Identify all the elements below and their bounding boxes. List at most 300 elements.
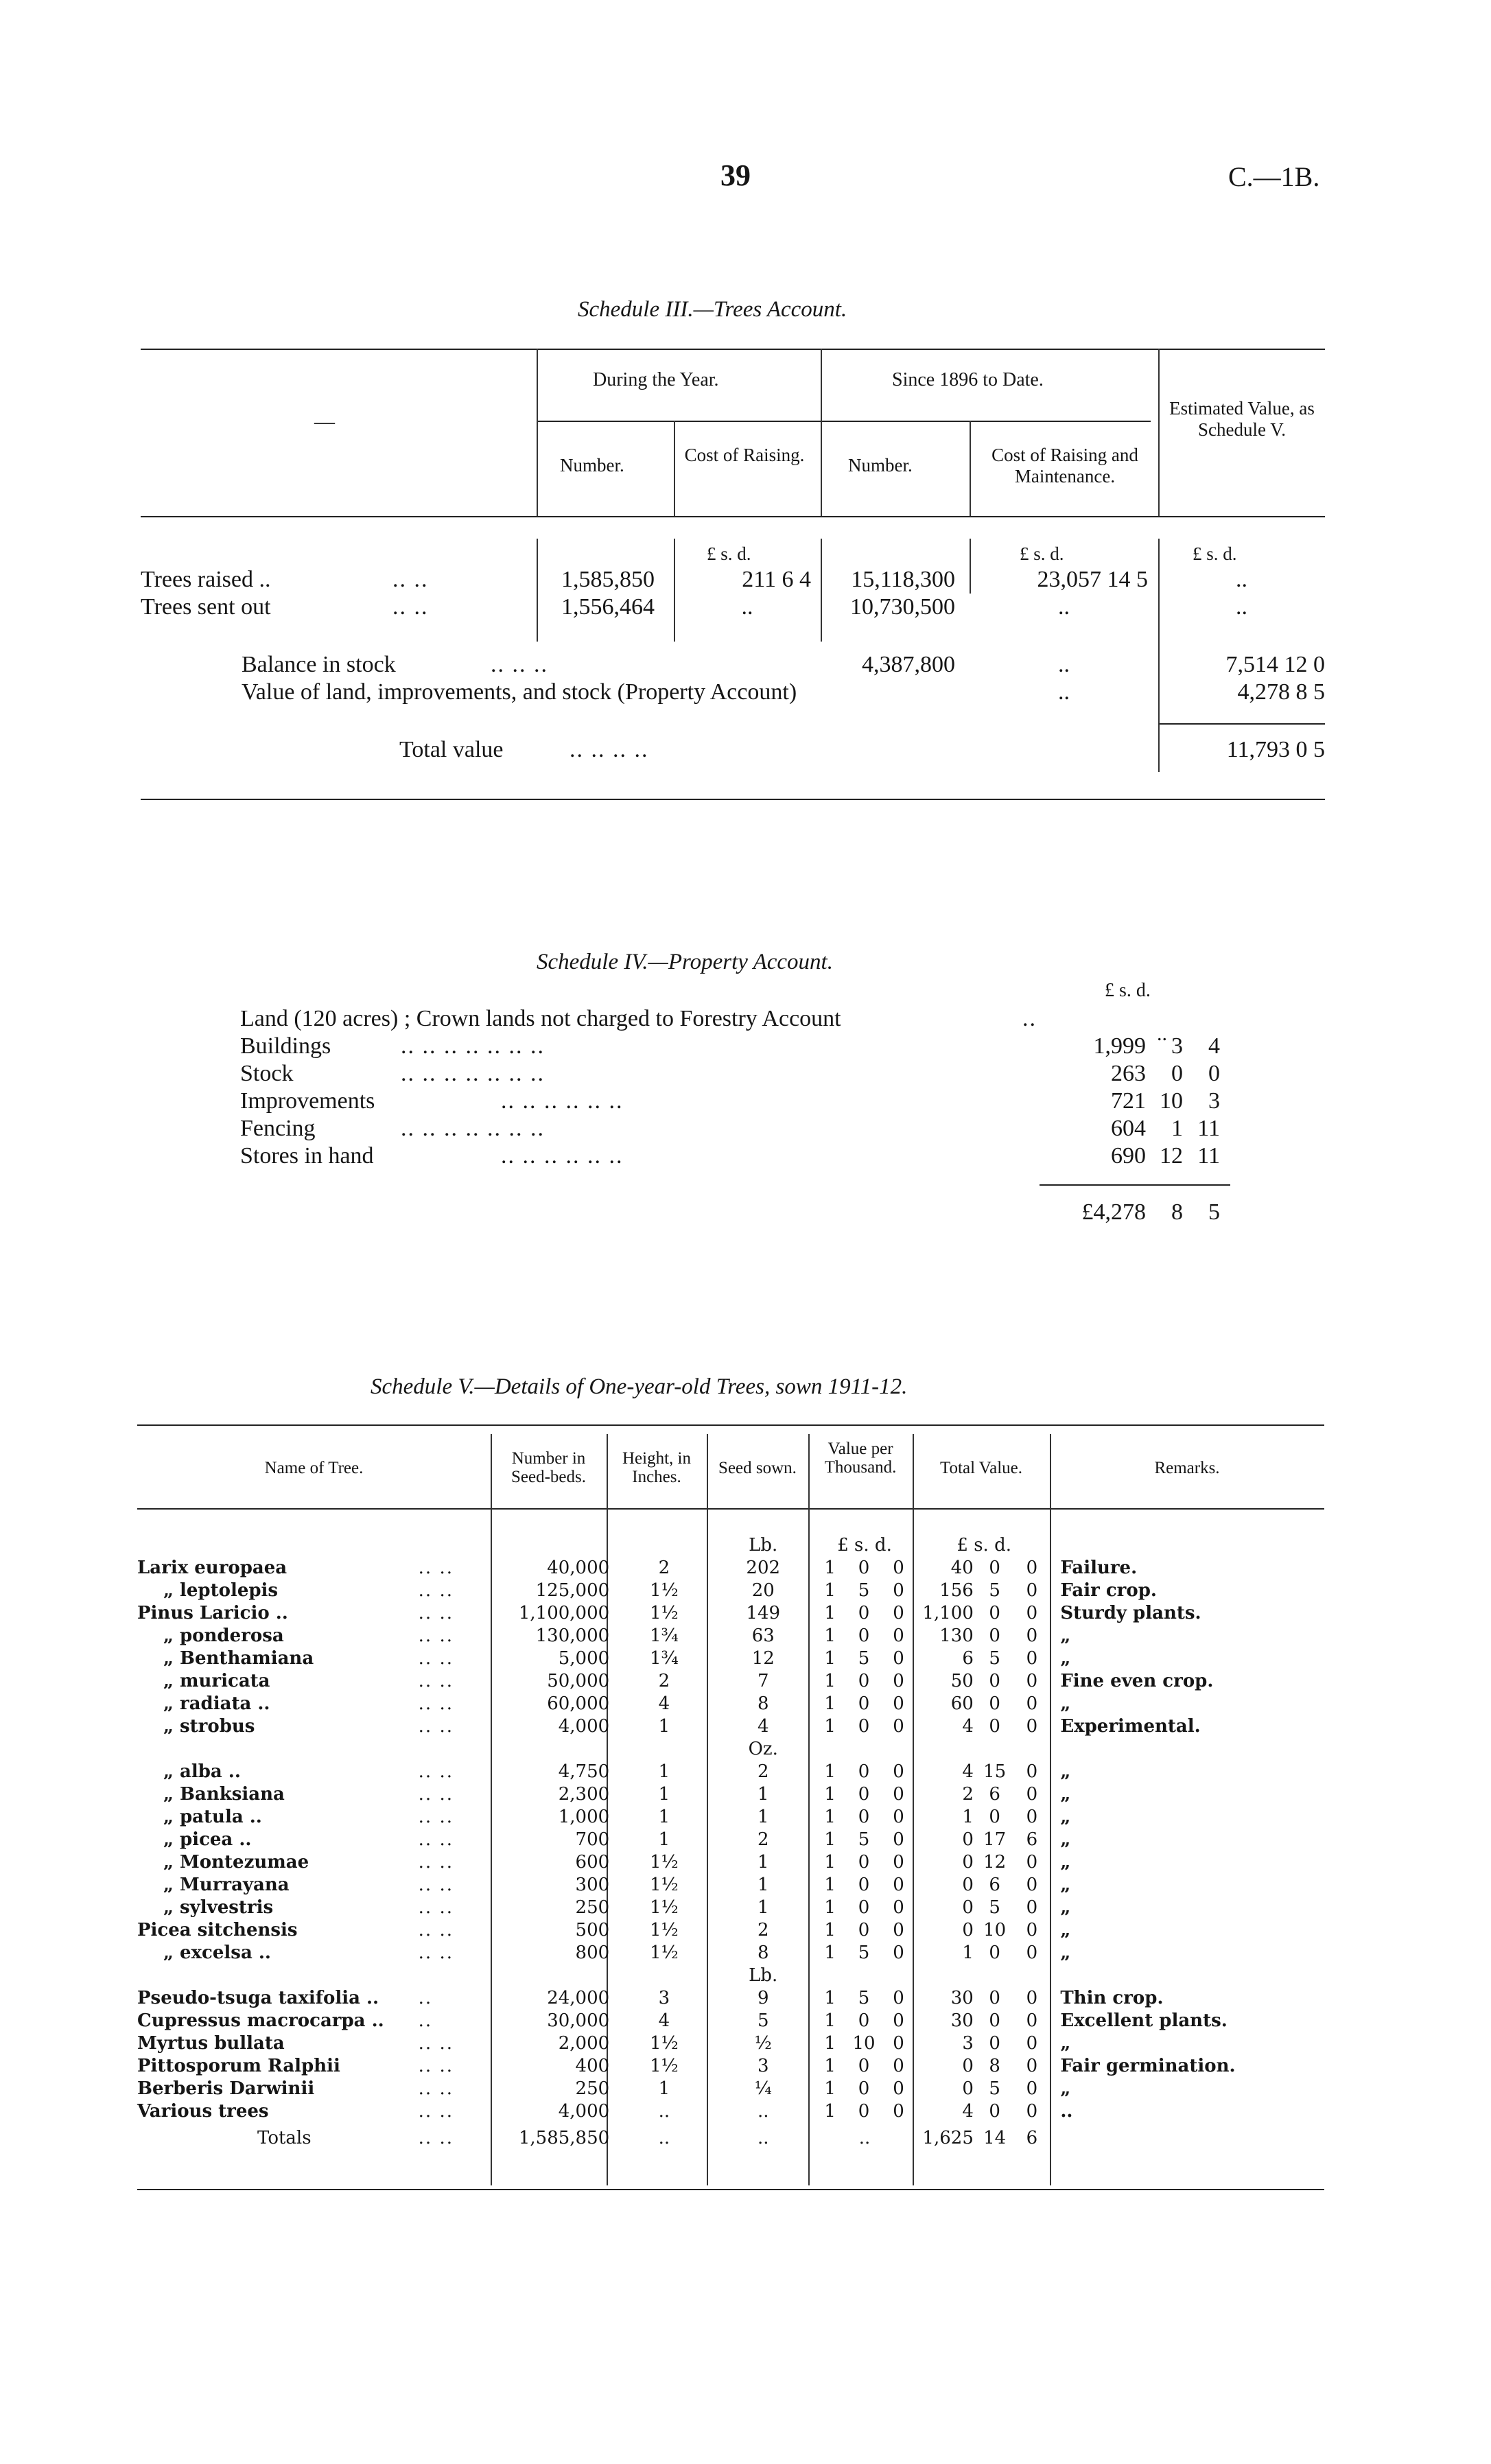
value-pounds: 1 xyxy=(824,2010,836,2031)
total-shillings: 5 xyxy=(989,1580,1000,1601)
total-pounds: 0 xyxy=(962,2078,974,2099)
seed-sown: 9 xyxy=(757,1987,769,2008)
rule xyxy=(141,516,1325,517)
leader-dots: .. .. xyxy=(418,1670,454,1691)
value-pence xyxy=(881,1737,916,1760)
header-cost-of-raising: Cost of Raising. xyxy=(684,445,805,465)
totals-row xyxy=(137,2122,1324,2153)
remarks: Experimental. xyxy=(1060,1715,1201,1737)
table-row xyxy=(137,1556,1324,1579)
total-pounds: 1 xyxy=(962,1942,974,1963)
height-inches: 1½ xyxy=(649,1919,679,1940)
value-pounds: 1 xyxy=(824,1919,836,1940)
remarks: Fine even crop. xyxy=(1060,1670,1214,1691)
total-shillings: 0 xyxy=(989,1625,1000,1646)
total-pounds: 60 xyxy=(950,1693,974,1714)
seedbed-number: 300 xyxy=(575,1874,610,1895)
leader-dots: .. .. xyxy=(392,567,429,592)
item-pounds: 604 xyxy=(1111,1116,1146,1141)
value-pence: 0 xyxy=(893,1942,904,1963)
seed-sown: ½ xyxy=(754,2032,772,2054)
remarks: „ xyxy=(1060,1693,1071,1714)
totals-seed: .. xyxy=(757,2127,769,2148)
leader-dots: .. .. xyxy=(418,1761,454,1782)
item-shillings: 10 xyxy=(1160,1088,1183,1114)
leader-dots: .. .. xyxy=(418,1851,454,1873)
value-shillings: 0 xyxy=(858,2100,870,2122)
total-shillings: 12 xyxy=(983,1851,1007,1873)
value-pounds: 1 xyxy=(824,1693,836,1714)
seedbed-number: 4,750 xyxy=(558,1761,610,1782)
schedule5-title: Schedule V.—Details of One-year-old Trees, sown 1911-12. xyxy=(371,1374,908,1399)
schedule4-title: Schedule IV.—Property Account. xyxy=(537,950,833,974)
value-pence: 0 xyxy=(893,1851,904,1873)
col-header-value: Value per Thousand. xyxy=(824,1440,897,1477)
leader-dots: .. .. xyxy=(418,1647,454,1669)
seed-sown: 1 xyxy=(757,1897,769,1918)
trees-sent-since: 10,730,500 xyxy=(850,594,955,620)
header-since-1896: Since 1896 to Date. xyxy=(892,369,1044,390)
table-row xyxy=(137,1805,1324,1828)
value-shillings: 0 xyxy=(858,1602,870,1623)
total-pence xyxy=(1011,1964,1052,1986)
table-row xyxy=(137,2054,1324,2077)
total-pounds: 30 xyxy=(950,1987,974,2008)
height-inches xyxy=(615,1964,713,1986)
item-pence: 3 xyxy=(1208,1088,1220,1114)
leader-dots: .. .. xyxy=(418,2078,454,2099)
total-pounds: 6 xyxy=(962,1647,974,1669)
value-pounds: 1 xyxy=(824,1851,836,1873)
total-shillings: 0 xyxy=(989,1602,1000,1623)
value-shillings: 0 xyxy=(858,1670,870,1691)
seed-sown: 2 xyxy=(757,1919,769,1940)
value-shillings: 0 xyxy=(858,1919,870,1940)
total-unit: £ s. d. xyxy=(956,1534,1011,1556)
seedbed-number: 500 xyxy=(575,1919,610,1940)
value-pounds: 1 xyxy=(824,1647,836,1669)
land-value: .. xyxy=(1157,1022,1167,1045)
value-pounds: 1 xyxy=(824,1783,836,1805)
item-shillings: 1 xyxy=(1171,1116,1183,1141)
table-row xyxy=(137,1896,1324,1919)
seed-sown: 1 xyxy=(757,1783,769,1805)
rule xyxy=(137,1424,1324,1426)
trees-table xyxy=(137,1534,1324,2153)
total-shillings: 10 xyxy=(983,1919,1007,1940)
total-shillings: 17 xyxy=(983,1829,1007,1850)
value-pence: 0 xyxy=(893,2078,904,2099)
schedule4-lsd-header: £ s. d. xyxy=(1105,980,1151,1001)
trees-raised-cost: 211 6 4 xyxy=(742,567,811,592)
leader-dots: .. xyxy=(1022,1006,1037,1031)
table-row xyxy=(137,2100,1324,2122)
leader-dots: .. .. .. .. xyxy=(570,737,649,762)
total-pence: 0 xyxy=(1026,1806,1038,1827)
seedbed-number: 40,000 xyxy=(547,1557,610,1578)
height-inches: 3 xyxy=(658,1987,670,2008)
total-pence: 0 xyxy=(1026,1874,1038,1895)
total-shillings xyxy=(978,1964,1012,1986)
remarks: Failure. xyxy=(1060,1557,1138,1578)
tree-name: Pseudo-tsuga taxifolia .. xyxy=(137,1987,379,2008)
total-pence: 0 xyxy=(1026,2055,1038,2076)
table-row xyxy=(137,1873,1324,1896)
tree-name: Cupressus macrocarpa .. xyxy=(137,2010,384,2031)
col-header-name: Name of Tree. xyxy=(264,1459,364,1477)
trees-raised-estimate: .. xyxy=(1236,567,1247,592)
value-pounds: 1 xyxy=(824,1806,836,1827)
tree-name: „ sylvestris xyxy=(163,1897,274,1918)
lsd-header: £ s. d. xyxy=(707,543,751,564)
lsd-header: £ s. d. xyxy=(1020,543,1064,564)
seed-sown: ¼ xyxy=(754,2078,772,2099)
totals-number: 1,585,850 xyxy=(518,2127,610,2148)
balance-label: Balance in stock xyxy=(242,652,396,677)
row-label: Trees sent out xyxy=(141,594,271,620)
seed-sown: 3 xyxy=(757,2055,769,2076)
rule xyxy=(970,421,971,516)
trees-sent-number: 1,556,464 xyxy=(561,594,655,620)
item-pounds: 690 xyxy=(1111,1143,1146,1169)
tree-name: „ Montezumae xyxy=(163,1851,309,1873)
leader-dots: .. .. xyxy=(418,1693,454,1714)
tree-name: „ leptolepis xyxy=(163,1580,279,1601)
trees-raised-number: 1,585,850 xyxy=(561,567,655,592)
tree-name: Picea sitchensis xyxy=(137,1919,298,1940)
leader-dots xyxy=(384,1737,500,1760)
value-pence: 0 xyxy=(893,1987,904,2008)
total-pence: 0 xyxy=(1026,1670,1038,1691)
units-row xyxy=(137,1534,1324,1556)
tree-name xyxy=(137,1737,384,1760)
total-pounds: 0 xyxy=(962,1829,974,1850)
total-pence: 0 xyxy=(1026,2032,1038,2054)
table-row xyxy=(137,1919,1324,1941)
total-pence: 0 xyxy=(1026,1625,1038,1646)
value-pence: 0 xyxy=(893,1647,904,1669)
height-inches: 1½ xyxy=(649,1874,679,1895)
totals-label: Totals xyxy=(257,2127,312,2148)
height-inches: 1½ xyxy=(649,1851,679,1873)
height-inches: 1 xyxy=(658,1761,670,1782)
remarks xyxy=(1052,1964,1324,1986)
total-pence: 0 xyxy=(1026,1783,1038,1805)
seed-sown: .. xyxy=(757,2100,769,2122)
table-row xyxy=(137,2009,1324,2032)
total-shillings: 0 xyxy=(989,1670,1000,1691)
remarks: „ xyxy=(1060,1874,1071,1895)
total-pounds: 1 xyxy=(962,1806,974,1827)
value-pounds: 1 xyxy=(824,1897,836,1918)
height-inches: 1 xyxy=(658,1806,670,1827)
seedbed-number: 1,000 xyxy=(558,1806,610,1827)
col-header-number: Number in Seed-beds. xyxy=(511,1449,586,1486)
value-pounds: 1 xyxy=(824,2078,836,2099)
rule xyxy=(1040,1184,1230,1186)
total-pounds: 4 xyxy=(962,2100,974,2122)
seedbed-number: 2,000 xyxy=(558,2032,610,2054)
total-pence: 0 xyxy=(1026,1761,1038,1782)
leader-dots: .. .. xyxy=(418,2127,454,2148)
leader-dots: .. .. xyxy=(418,1602,454,1623)
balance-since: 4,387,800 xyxy=(862,652,955,677)
lsd-header: £ s. d. xyxy=(1193,543,1237,564)
tree-name: „ radiata .. xyxy=(163,1693,270,1714)
total-pence: 0 xyxy=(1026,1919,1038,1940)
total-shillings: 0 xyxy=(989,1715,1000,1737)
total-pounds: 40 xyxy=(950,1557,974,1578)
value-pence: 0 xyxy=(893,1602,904,1623)
value-pounds: 1 xyxy=(824,1874,836,1895)
value-shillings xyxy=(847,1737,881,1760)
leader-dots: .. .. .. .. .. .. .. xyxy=(401,1116,545,1141)
seed-sown: 8 xyxy=(757,1693,769,1714)
seedbed-number: 50,000 xyxy=(547,1670,610,1691)
total-shillings: 6 xyxy=(989,1874,1000,1895)
tree-name: „ excelsa .. xyxy=(163,1942,271,1963)
rule xyxy=(1158,349,1160,516)
land-value-cost-since: .. xyxy=(1058,679,1070,705)
trees-sent-cost-since: .. xyxy=(1058,594,1070,620)
table-row xyxy=(137,1828,1324,1851)
value-pence: 0 xyxy=(893,1829,904,1850)
value-shillings: 10 xyxy=(852,2032,876,2054)
tree-name: „ Murrayana xyxy=(163,1874,290,1895)
value-shillings: 5 xyxy=(858,1829,870,1850)
seedbed-number: 1,100,000 xyxy=(518,1602,610,1623)
leader-dots: .. .. xyxy=(418,1942,454,1963)
remarks: „ xyxy=(1060,1897,1071,1918)
total-shillings: 5 xyxy=(989,2078,1000,2099)
seedbed-number: 800 xyxy=(575,1942,610,1963)
total-shillings: 15 xyxy=(983,1761,1007,1782)
rule xyxy=(537,349,538,516)
height-inches: 1 xyxy=(658,1783,670,1805)
value-pounds xyxy=(813,1964,847,1986)
value-shillings: 0 xyxy=(858,1557,870,1578)
total-pounds xyxy=(916,1964,978,1986)
value-pounds: 1 xyxy=(824,1557,836,1578)
item-label: Stock xyxy=(240,1061,294,1086)
property-total-pounds: £4,278 xyxy=(1081,1199,1146,1225)
table-row xyxy=(137,1669,1324,1692)
balance-estimate: 7,514 12 0 xyxy=(1225,652,1325,677)
total-pounds: 0 xyxy=(962,1851,974,1873)
value-pounds: 1 xyxy=(824,2055,836,2076)
total-pence: 0 xyxy=(1026,1942,1038,1963)
seedbed-number: 130,000 xyxy=(535,1625,610,1646)
seedbed-number xyxy=(500,1964,615,1986)
remarks: Sturdy plants. xyxy=(1060,1602,1201,1623)
value-shillings: 0 xyxy=(858,2055,870,2076)
seed-sown: 2 xyxy=(757,1829,769,1850)
total-pounds: 130 xyxy=(939,1625,974,1646)
value-pence: 0 xyxy=(893,2100,904,2122)
height-inches: 1 xyxy=(658,1829,670,1850)
total-pounds: 50 xyxy=(950,1670,974,1691)
remarks: Fair germination. xyxy=(1060,2055,1236,2076)
leader-dots: .. .. .. .. .. .. .. xyxy=(401,1033,545,1059)
value-shillings: 0 xyxy=(858,1851,870,1873)
col-header-remarks: Remarks. xyxy=(1154,1459,1220,1477)
leader-dots: .. .. xyxy=(418,2100,454,2122)
value-pounds: 1 xyxy=(824,1602,836,1623)
seedbed-number: 400 xyxy=(575,2055,610,2076)
total-pence: 0 xyxy=(1026,1602,1038,1623)
total-pence: 0 xyxy=(1026,1715,1038,1737)
tree-name: „ strobus xyxy=(163,1715,255,1737)
seed-sown: 149 xyxy=(746,1602,781,1623)
value-shillings: 0 xyxy=(858,1715,870,1737)
schedule3-title: Schedule III.—Trees Account. xyxy=(578,297,847,322)
total-pence: 0 xyxy=(1026,2078,1038,2099)
rule xyxy=(1158,723,1325,725)
height-inches: 1 xyxy=(658,1715,670,1737)
total-pounds: 0 xyxy=(962,1874,974,1895)
total-pounds xyxy=(916,1737,978,1760)
leader-dots xyxy=(384,1964,500,1986)
item-shillings: 0 xyxy=(1171,1061,1183,1086)
value-shillings: 0 xyxy=(858,1761,870,1782)
remarks: Fair crop. xyxy=(1060,1580,1157,1601)
total-shillings: 0 xyxy=(989,2010,1000,2031)
height-inches: 1½ xyxy=(649,1580,679,1601)
tree-name: Various trees xyxy=(137,2100,269,2122)
tree-name xyxy=(137,1964,384,1986)
value-shillings: 5 xyxy=(858,1647,870,1669)
value-pounds: 1 xyxy=(824,2100,836,2122)
total-pounds: 0 xyxy=(962,1919,974,1940)
leader-dots: .. xyxy=(418,2010,433,2031)
tree-name: „ Benthamiana xyxy=(163,1647,314,1669)
leader-dots: .. .. xyxy=(418,1715,454,1737)
height-inches: 4 xyxy=(658,1693,670,1714)
seed-sown: 202 xyxy=(746,1557,781,1578)
item-shillings: 3 xyxy=(1171,1033,1183,1059)
remarks: „ xyxy=(1060,2078,1071,2099)
tree-name: „ alba .. xyxy=(163,1761,241,1782)
table-row xyxy=(137,2032,1324,2054)
total-pence: 0 xyxy=(1026,1557,1038,1578)
leader-dots: .. .. .. .. .. .. xyxy=(501,1088,624,1114)
height-inches: 1½ xyxy=(649,2055,679,2076)
total-pounds: 3 xyxy=(962,2032,974,2054)
value-pounds: 1 xyxy=(824,1715,836,1737)
leader-dots: .. xyxy=(418,1987,433,2008)
table-row xyxy=(137,1964,1324,1986)
value-pence: 0 xyxy=(893,1783,904,1805)
total-pounds: 1,100 xyxy=(922,1602,974,1623)
leader-dots: .. .. xyxy=(392,594,429,620)
leader-dots: .. .. xyxy=(418,1897,454,1918)
seedbed-number: 125,000 xyxy=(535,1580,610,1601)
value-unit: £ s. d. xyxy=(837,1534,892,1556)
value-pounds: 1 xyxy=(824,2032,836,2054)
total-pence: 6 xyxy=(1026,1829,1038,1850)
height-inches: 4 xyxy=(658,2010,670,2031)
item-pounds: 263 xyxy=(1111,1061,1146,1086)
seed-sown: Lb. xyxy=(749,1964,778,1986)
total-pence xyxy=(1011,1737,1052,1760)
leader-dots: .. .. .. .. .. .. .. xyxy=(401,1061,545,1086)
item-label: Fencing xyxy=(240,1116,316,1141)
height-inches: 2 xyxy=(658,1670,670,1691)
trees-raised-since: 15,118,300 xyxy=(851,567,955,592)
value-pounds xyxy=(813,1737,847,1760)
value-pence: 0 xyxy=(893,1874,904,1895)
seedbed-number: 2,300 xyxy=(558,1783,610,1805)
total-pounds: 156 xyxy=(939,1580,974,1601)
land-line: Land (120 acres) ; Crown lands not charged to Forestry Account xyxy=(240,1006,841,1031)
value-pence: 0 xyxy=(893,2010,904,2031)
table-row xyxy=(137,1941,1324,1964)
total-pounds: 4 xyxy=(962,1715,974,1737)
table-row xyxy=(137,2077,1324,2100)
balance-cost-since: .. xyxy=(1058,652,1070,677)
leader-dots: .. .. xyxy=(418,1829,454,1850)
seed-sown: 5 xyxy=(757,2010,769,2031)
tree-name: Berberis Darwinii xyxy=(137,2078,315,2099)
remarks xyxy=(1052,1737,1324,1760)
value-shillings: 5 xyxy=(858,1987,870,2008)
height-inches: 1¾ xyxy=(649,1647,679,1669)
value-pence: 0 xyxy=(893,1693,904,1714)
value-pounds: 1 xyxy=(824,1987,836,2008)
remarks: „ xyxy=(1060,1625,1071,1646)
total-shillings: 0 xyxy=(989,1942,1000,1963)
remarks: „ xyxy=(1060,1919,1071,1940)
total-shillings: 0 xyxy=(989,2100,1000,2122)
height-inches: 1 xyxy=(658,2078,670,2099)
property-total-shillings: 8 xyxy=(1171,1199,1183,1225)
seedbed-number: 600 xyxy=(575,1851,610,1873)
remarks: .. xyxy=(1060,2100,1073,2122)
totals-height: .. xyxy=(658,2127,670,2148)
col-header-total: Total Value. xyxy=(940,1459,1022,1477)
item-label: Improvements xyxy=(240,1088,375,1114)
item-pence: 4 xyxy=(1208,1033,1220,1059)
total-shillings: 5 xyxy=(989,1647,1000,1669)
rule xyxy=(537,421,1151,422)
seed-sown: 1 xyxy=(757,1806,769,1827)
tree-name: Myrtus bullata xyxy=(137,2032,285,2054)
tree-name: Pinus Laricio .. xyxy=(137,1602,288,1623)
table-row xyxy=(137,1851,1324,1873)
total-pence: 0 xyxy=(1026,2100,1038,2122)
header-number-since: Number. xyxy=(848,455,913,476)
table-row xyxy=(137,1692,1324,1715)
total-pence: 0 xyxy=(1026,1851,1038,1873)
total-pounds: 4 xyxy=(962,1761,974,1782)
height-inches: .. xyxy=(658,2100,670,2122)
table-row xyxy=(137,1624,1324,1647)
seed-sown: Oz. xyxy=(748,1738,778,1759)
value-shillings: 5 xyxy=(858,1580,870,1601)
trees-sent-estimate: .. xyxy=(1236,594,1247,620)
leader-dots: .. .. xyxy=(418,1783,454,1805)
seed-sown: 12 xyxy=(751,1647,775,1669)
tree-name: Larix europaea xyxy=(137,1557,287,1578)
seedbed-number: 4,000 xyxy=(558,2100,610,2122)
total-pence: 0 xyxy=(1026,2010,1038,2031)
remarks: „ xyxy=(1060,1851,1071,1873)
remarks: Thin crop. xyxy=(1060,1987,1164,2008)
seedbed-number: 700 xyxy=(575,1829,610,1850)
rule xyxy=(821,349,822,516)
seedbed-number: 5,000 xyxy=(558,1647,610,1669)
height-inches: 1½ xyxy=(649,2032,679,2054)
